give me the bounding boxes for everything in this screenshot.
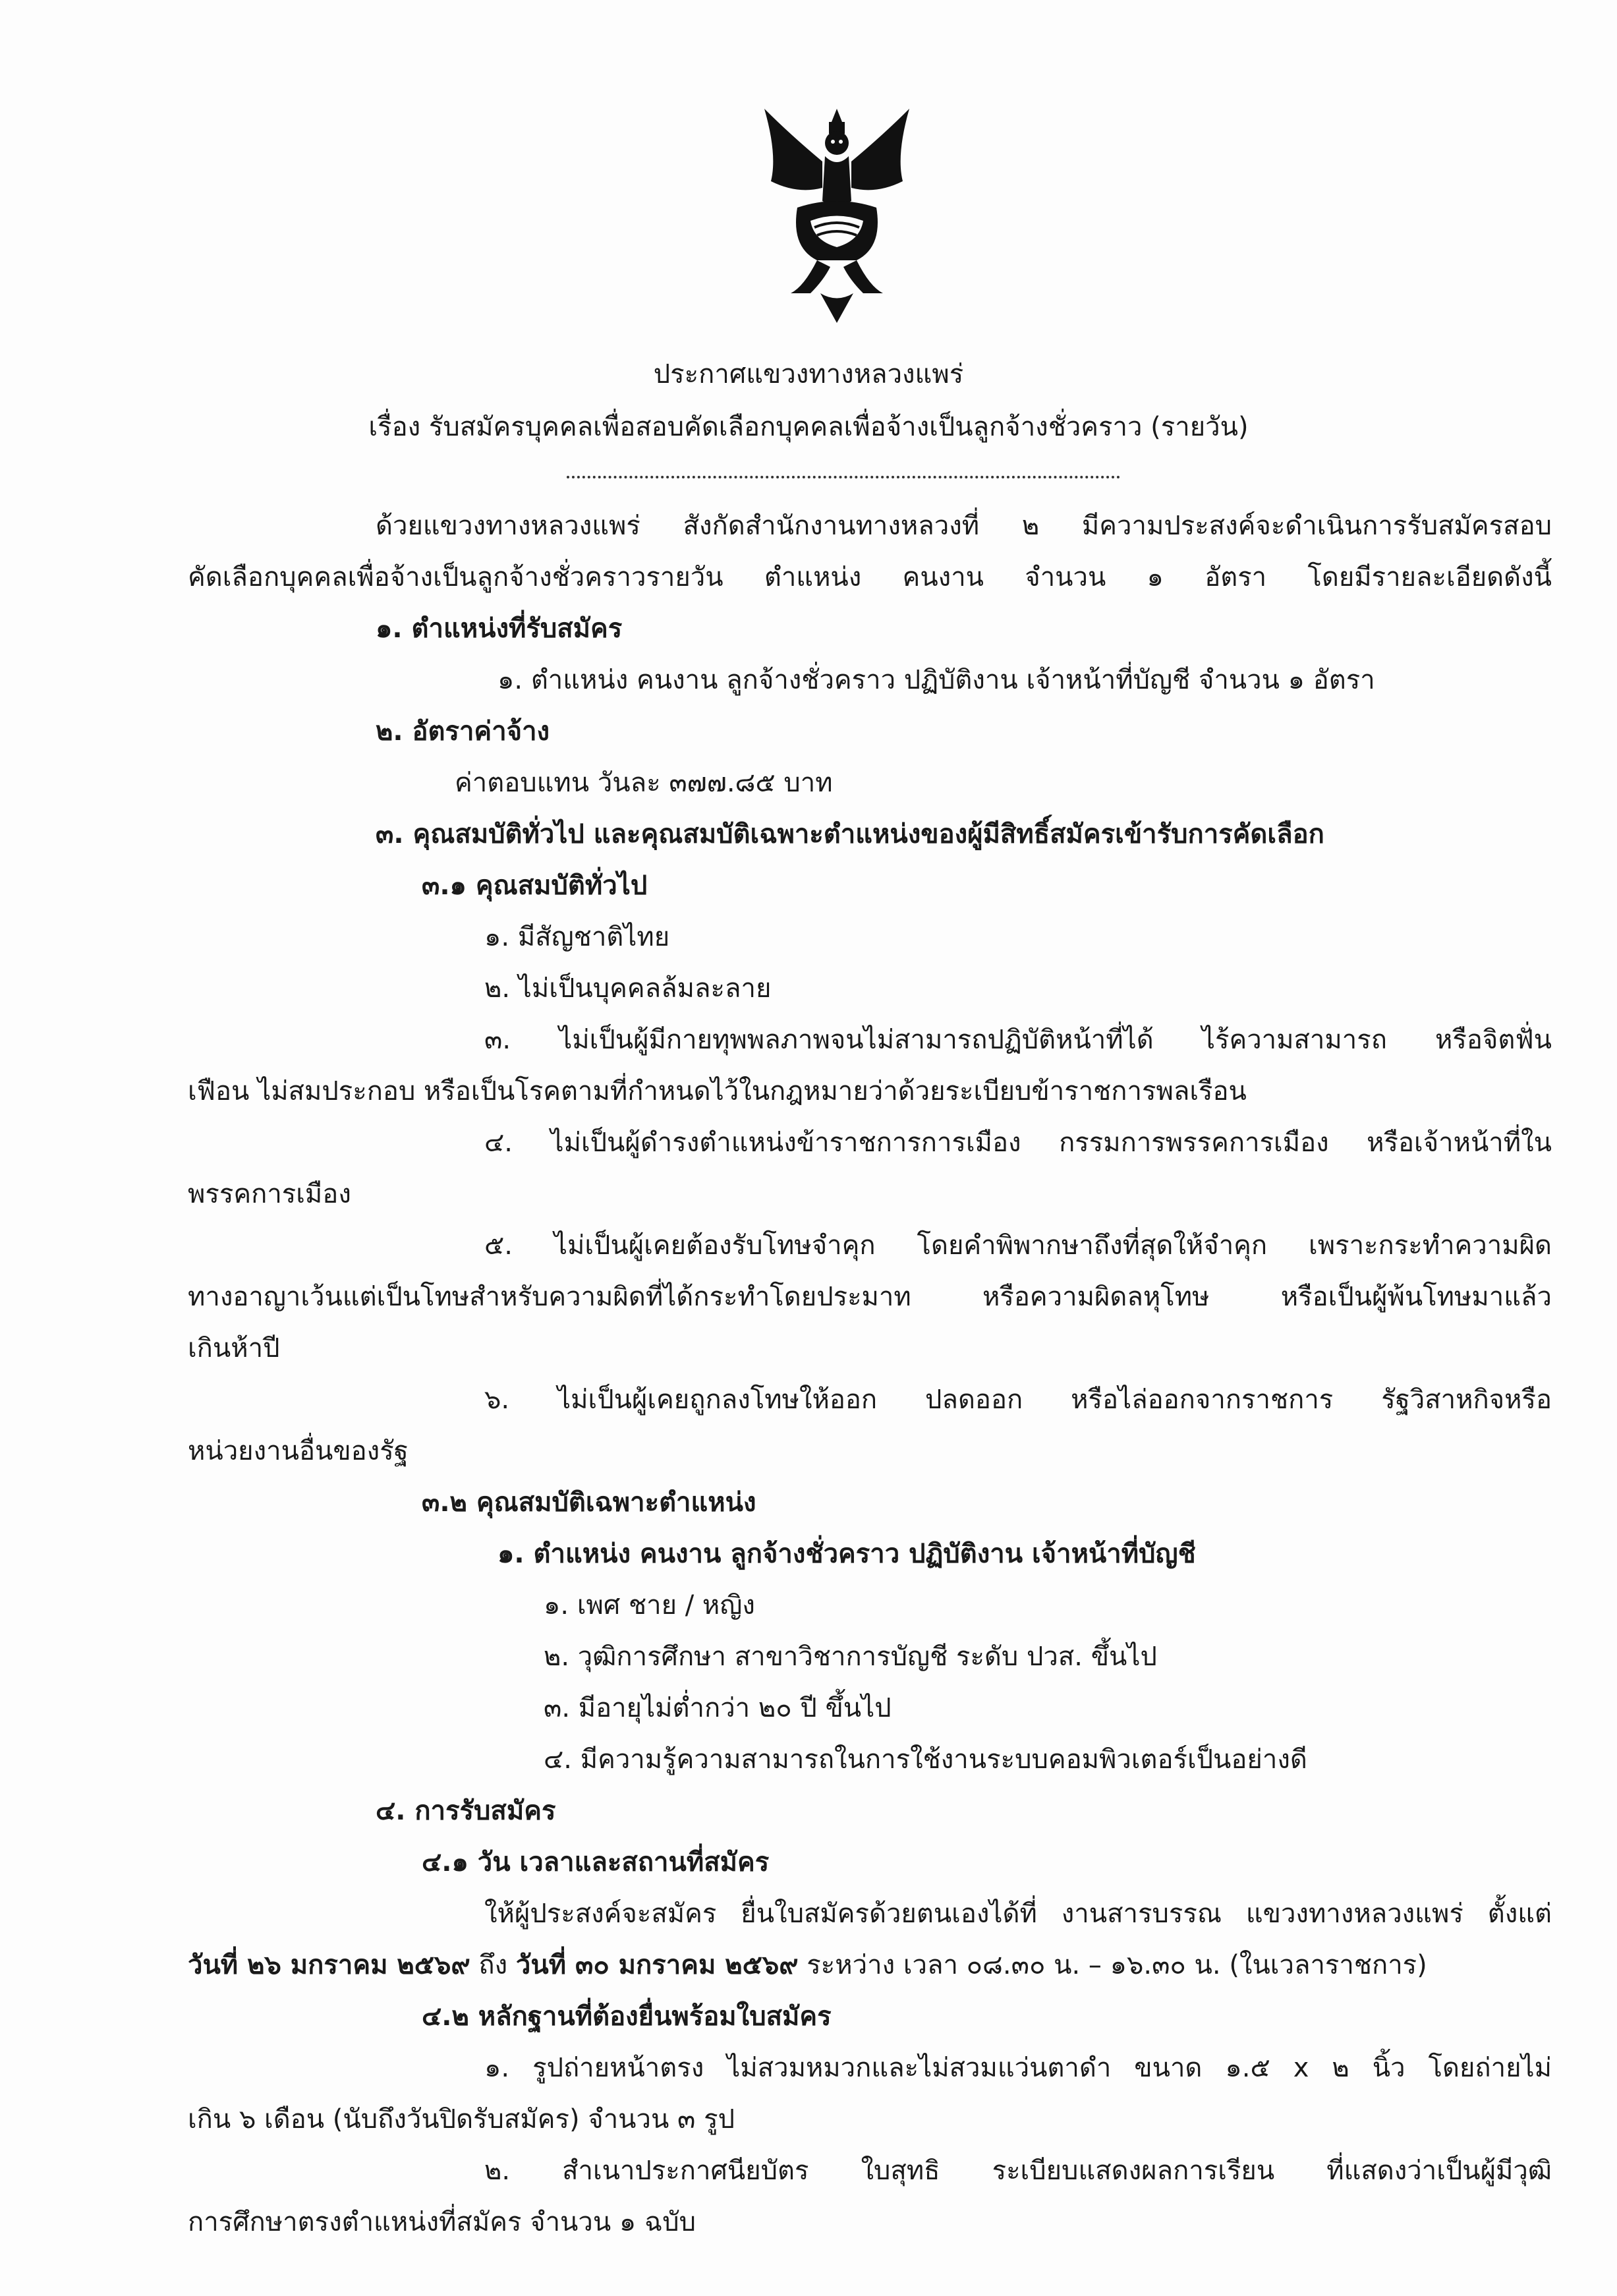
announcement-subject: เรื่อง รับสมัครบุคคลเพื่อสอบคัดเลือกบุคคลเพื่อจ้างเป็นลูกจ้างชั่วคราว (รายวัน): [368, 412, 1249, 442]
general-item-5-line-2: ทางอาญาเว้นแต่เป็นโทษสำหรับความผิดที่ได้กระทำโดยประมาท หรือความผิดลหุโทษ หรือเป็นผู้พ้นโทษมาแล้ว: [188, 1282, 1552, 1312]
document-item-2-line-1: ๒. สำเนาประกาศนียบัตร ใบสุทธิ ระเบียบแสดงผลการเรียน ที่แสดงว่าเป็นผู้มีวุฒิ: [484, 2156, 1552, 2186]
intro-line-2: คัดเลือกบุคคลเพื่อจ้างเป็นลูกจ้างชั่วคราวรายวัน ตำแหน่ง คนงาน จำนวน ๑ อัตรา โดยมีรายละเอียดดังนี้: [188, 562, 1552, 592]
section1-item-1: ๑. ตำแหน่ง คนงาน ลูกจ้างชั่วคราว ปฏิบัติงาน เจ้าหน้าที่บัญชี จำนวน ๑ อัตรา: [497, 665, 1375, 695]
date-connector: ถึง: [470, 1950, 516, 1980]
document-item-1-line-1: ๑. รูปถ่ายหน้าตรง ไม่สวมหมวกและไม่สวมแว่นตาดำ ขนาด ๑.๕ x ๒ นิ้ว โดยถ่ายไม่: [484, 2053, 1552, 2083]
document-item-2-line-2: การศึกษาตรงตำแหน่งที่สมัคร จำนวน ๑ ฉบับ: [188, 2207, 696, 2237]
time-range: ระหว่าง เวลา ๐๘.๓๐ น. – ๑๖.๓๐ น. (ในเวลาราชการ): [798, 1950, 1427, 1980]
general-item-5-line-1: ๕. ไม่เป็นผู้เคยต้องรับโทษจำคุก โดยคำพิพากษาถึงที่สุดให้จำคุก เพราะกระทำความผิด: [484, 1230, 1552, 1261]
announcement-title: ประกาศแขวงทางหลวงแพร่: [653, 359, 964, 389]
section1-heading: ๑. ตำแหน่งที่รับสมัคร: [376, 614, 623, 644]
specific-position: ๑. ตำแหน่ง คนงาน ลูกจ้างชั่วคราว ปฏิบัติงาน เจ้าหน้าที่บัญชี: [497, 1539, 1196, 1569]
divider-dots: [567, 476, 1120, 478]
section2-heading: ๒. อัตราค่าจ้าง: [376, 716, 550, 747]
specific-item-3: ๓. มีอายุไม่ต่ำกว่า ๒๐ ปี ขึ้นไป: [544, 1693, 892, 1723]
intro-line-1: ด้วยแขวงทางหลวงแพร่ สังกัดสำนักงานทางหลวงที่ ๒ มีความประสงค์จะดำเนินการรับสมัครสอบ: [376, 511, 1552, 541]
general-item-5-line-3: เกินห้าปี: [188, 1333, 280, 1363]
date-to: วันที่ ๓๐ มกราคม ๒๕๖๙: [515, 1950, 799, 1980]
section4-1-line-1: ให้ผู้ประสงค์จะสมัคร ยื่นใบสมัครด้วยตนเองได้ที่ งานสารบรรณ แขวงทางหลวงแพร่ ตั้งแต่: [484, 1899, 1552, 1929]
general-item-6-line-2: หน่วยงานอื่นของรัฐ: [188, 1436, 409, 1466]
wage-text: ค่าตอบแทน วันละ ๓๗๗.๘๕ บาท: [455, 768, 833, 798]
general-item-6-line-1: ๖. ไม่เป็นผู้เคยถูกลงโทษให้ออก ปลดออก หรือไล่ออกจากราชการ รัฐวิสาหกิจหรือ: [484, 1385, 1552, 1415]
section4-2-heading: ๔.๒ หลักฐานที่ต้องยื่นพร้อมใบสมัคร: [422, 2001, 832, 2032]
section4-1-heading: ๔.๑ วัน เวลาและสถานที่สมัคร: [422, 1847, 770, 1878]
general-item-4-line-2: พรรคการเมือง: [188, 1179, 351, 1209]
general-qualifications-heading: ๓.๑ คุณสมบัติทั่วไป: [422, 871, 648, 901]
general-item-4-line-1: ๔. ไม่เป็นผู้ดำรงตำแหน่งข้าราชการการเมือง กรรมการพรรคการเมือง หรือเจ้าหน้าที่ใน: [484, 1128, 1552, 1158]
section3-heading: ๓. คุณสมบัติทั่วไป และคุณสมบัติเฉพาะตำแหน่งของผู้มีสิทธิ์สมัครเข้ารับการคัดเลือก: [376, 819, 1324, 849]
general-item-3-line-1: ๓. ไม่เป็นผู้มีกายทุพพลภาพจนไม่สามารถปฏิบัติหน้าที่ได้ ไร้ความสามารถ หรือจิตฟั่น: [484, 1025, 1552, 1055]
section4-heading: ๔. การรับสมัคร: [376, 1796, 556, 1826]
specific-qualifications-heading: ๓.๒ คุณสมบัติเฉพาะตำแหน่ง: [422, 1487, 756, 1518]
date-from: วันที่ ๒๖ มกราคม ๒๕๖๙: [188, 1950, 470, 1980]
section4-1-line-2: [188, 1947, 1427, 1984]
general-item-2: ๒. ไม่เป็นบุคคลล้มละลาย: [484, 973, 772, 1004]
garuda-emblem-icon: [751, 96, 922, 333]
document-item-1-line-2: เกิน ๖ เดือน (นับถึงวันปิดรับสมัคร) จำนวน ๓ รูป: [188, 2104, 735, 2135]
specific-item-4: ๔. มีความรู้ความสามารถในการใช้งานระบบคอมพิวเตอร์เป็นอย่างดี: [544, 1744, 1307, 1775]
general-item-1: ๑. มีสัญชาติไทย: [484, 922, 670, 952]
specific-item-1: ๑. เพศ ชาย / หญิง: [544, 1590, 755, 1621]
specific-item-2: ๒. วุฒิการศึกษา สาขาวิชาการบัญชี ระดับ ปวส. ขึ้นไป: [544, 1642, 1157, 1672]
general-item-3-line-2: เฟือน ไม่สมประกอบ หรือเป็นโรคตามที่กำหนดไว้ในกฎหมายว่าด้วยระเบียบข้าราชการพลเรือน: [188, 1076, 1247, 1106]
